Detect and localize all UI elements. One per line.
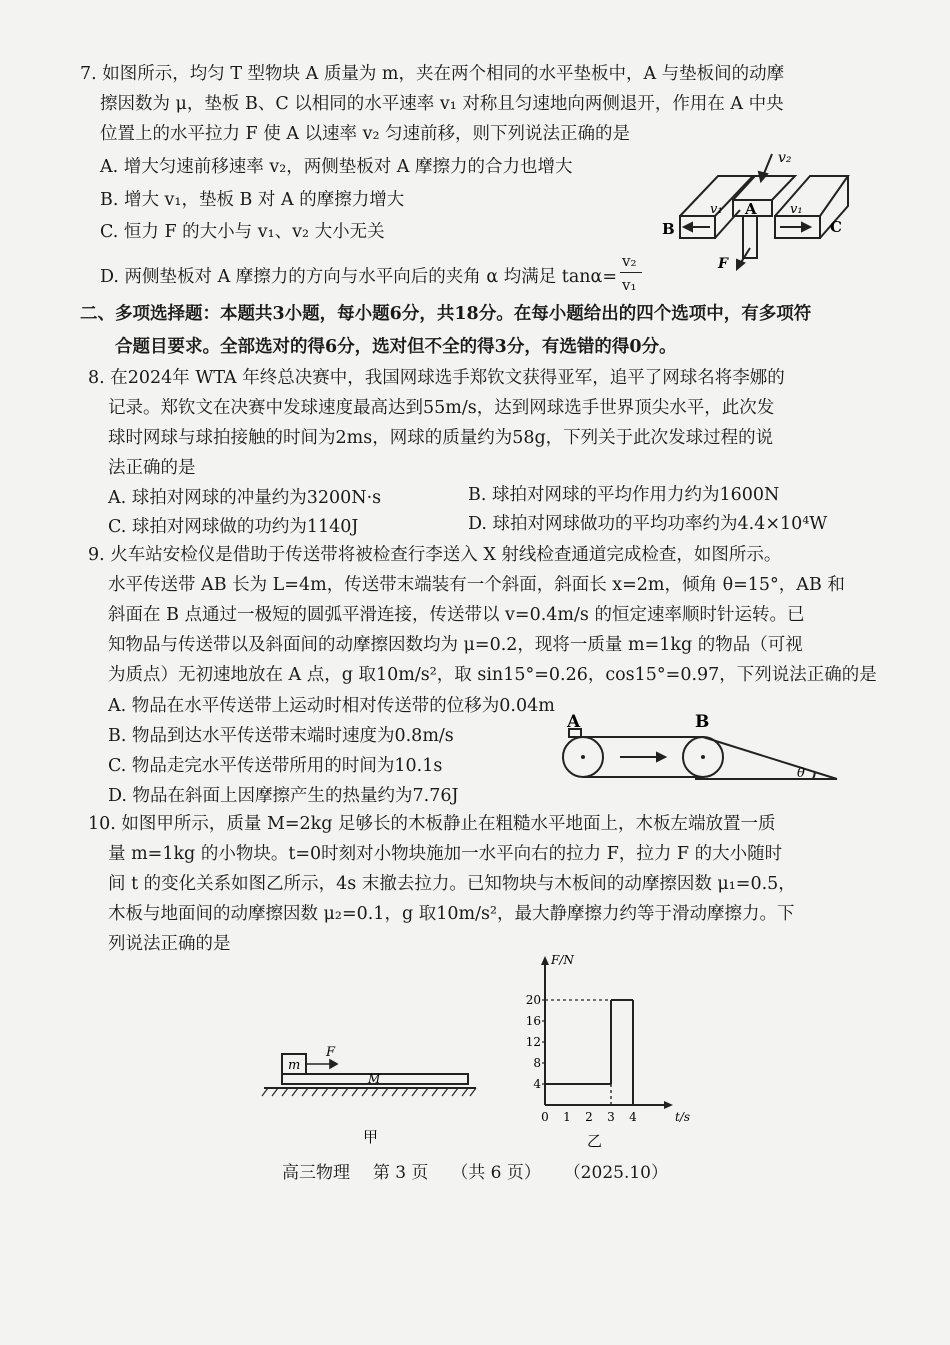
- q10-fig-caption-jia: 甲: [363, 1128, 379, 1146]
- q7-option-d: D. 两侧垫板对 A 摩擦力的方向与水平向后的夹角 α 均满足 tanα=: [100, 267, 618, 287]
- q10-line-1: 10. 如图甲所示，质量 M=2kg 足够长的木板静止在粗糙水平地面上，木板左端放置一质: [88, 814, 776, 834]
- q9-line-4: 知物品与传送带以及斜面间的动摩擦因数均为 μ=0.2，现将一质量 m=1kg 的物品（可视: [108, 635, 803, 655]
- q8-option-d: D. 球拍对网球做功的平均功率约为4.4×10⁴W: [468, 514, 828, 534]
- q10-figure-jia: [260, 1040, 480, 1150]
- chart-x-tick-label: 2: [585, 1110, 593, 1124]
- q8-option-c: C. 球拍对网球做的功约为1140J: [108, 517, 359, 537]
- chart-x-tick-label: 4: [629, 1110, 637, 1124]
- footer-date: （2025.10）: [563, 1163, 668, 1183]
- chart-x-label: t/s: [675, 1110, 691, 1124]
- chart-y-label: F/N: [551, 953, 574, 967]
- section2-header-line-2: 合题目要求。全部选对的得6分，选对但不全的得3分，有选错的得0分。: [115, 337, 677, 357]
- q10-ft-chart: [505, 950, 695, 1150]
- q9-line-5: 为质点）无初速地放在 A 点，g 取10m/s²，取 sin15°=0.26，cos15°=0.97，下列说法正确的是: [108, 665, 877, 685]
- q8-option-b: B. 球拍对网球的平均作用力约为1600N: [468, 485, 780, 505]
- q7-line-3: 位置上的水平拉力 F 使 A 以速率 v₂ 匀速前移，则下列说法正确的是: [100, 124, 631, 144]
- q7-fig-label-v1-right: v₁: [790, 202, 803, 217]
- q10-line-2: 量 m=1kg 的小物块。t=0时刻对小物块施加一水平向右的拉力 F，拉力 F 的大小随时: [108, 844, 783, 864]
- q8-line-4: 法正确的是: [108, 458, 196, 478]
- chart-guide-lines: [545, 1000, 633, 1105]
- q10-line-3: 间 t 的变化关系如图乙所示，4s 末撤去拉力。已知物块与木板间的动摩擦因数 μ₁=0.5，: [108, 874, 796, 894]
- q7-line-1: 7. 如图所示，均匀 T 型物块 A 质量为 m，夹在两个相同的水平垫板中，A 与垫板间的动摩: [80, 64, 785, 84]
- footer-page: 第 3 页: [372, 1163, 429, 1183]
- q7-option-d-numerator: v₂: [622, 252, 637, 270]
- q7-option-c: C. 恒力 F 的大小与 v₁、v₂ 大小无关: [100, 222, 385, 242]
- chart-y-tick-label: 12: [525, 1035, 541, 1049]
- q9-fig-label-theta: θ: [797, 766, 805, 781]
- q9-fig-label-a: A: [567, 712, 581, 732]
- q7-fig-label-v1-left: v₁: [710, 202, 723, 217]
- q9-option-b: B. 物品到达水平传送带末端时速度为0.8m/s: [108, 726, 454, 746]
- q9-conveyor-figure: [545, 712, 845, 787]
- q8-option-a: A. 球拍对网球的冲量约为3200N·s: [108, 488, 382, 508]
- chart-y-ticks: [526, 993, 545, 1091]
- q9-option-d: D. 物品在斜面上因摩擦产生的热量约为7.76J: [108, 786, 459, 806]
- q9-option-a: A. 物品在水平传送带上运动时相对传送带的位移为0.04m: [108, 696, 555, 716]
- q7-line-2: 擦因数为 μ，垫板 B、C 以相同的水平速率 v₁ 对称且匀速地向两侧退开，作用在 A 中央: [100, 94, 784, 114]
- q9-line-1: 9. 火车站安检仪是借助于传送带将被检查行李送入 X 射线检查通道完成检查，如图所示。: [88, 545, 782, 565]
- q9-line-2: 水平传送带 AB 长为 L=4m，传送带末端装有一个斜面，斜面长 x=2m，倾角 θ=15°，AB 和: [108, 575, 845, 595]
- q7-fig-label-c: C: [830, 218, 842, 236]
- q7-fig-label-b: B: [662, 220, 675, 238]
- q7-fig-label-f: F: [718, 256, 728, 272]
- q7-fig-label-v2: v₂: [778, 150, 792, 166]
- page-footer: [0, 1158, 950, 1183]
- q7-option-a: A. 增大匀速前移速率 v₂，两侧垫板对 A 摩擦力的合力也增大: [100, 157, 573, 177]
- q8-line-2: 记录。郑钦文在决赛中发球速度最高达到55m/s，达到网球选手世界顶尖水平，此次发: [108, 398, 775, 418]
- q9-line-3: 斜面在 B 点通过一极短的圆弧平滑连接，传送带以 v=0.4m/s 的恒定速率顺时针运转。已: [108, 605, 805, 625]
- chart-x-tick-label: 0: [541, 1110, 549, 1124]
- q10-fig-caption-yi: 乙: [587, 1132, 603, 1150]
- q10-line-4: 木板与地面间的动摩擦因数 μ₂=0.1，g 取10m/s²，最大静摩擦力约等于滑动摩擦力。下: [108, 904, 795, 924]
- q7-fraction-bar: [620, 272, 642, 273]
- section2-header-line-1: 二、多项选择题：本题共3小题，每小题6分，共18分。在每小题给出的四个选项中，有多项符: [80, 304, 812, 324]
- q10-fig-label-m: m: [288, 1058, 301, 1073]
- q9-fig-label-b: B: [695, 712, 710, 732]
- q10-fig-label-big-m: M: [368, 1072, 381, 1086]
- q7-figure: [660, 148, 850, 276]
- chart-y-tick-label: 20: [525, 993, 541, 1007]
- q8-line-1: 8. 在2024年 WTA 年终总决赛中，我国网球选手郑钦文获得亚军，追平了网球名将李娜的: [88, 368, 785, 388]
- footer-total: （共 6 页）: [451, 1163, 541, 1183]
- q10-fig-label-f: F: [326, 1045, 336, 1060]
- footer-subject: 高三物理: [282, 1163, 350, 1183]
- chart-y-axis-arrow: [541, 956, 549, 965]
- chart-x-tick-label: 1: [563, 1110, 571, 1124]
- q7-option-b: B. 增大 v₁，垫板 B 对 A 的摩擦力增大: [100, 190, 405, 210]
- q7-option-d-denominator: v₁: [622, 276, 637, 294]
- chart-y-tick-label: 16: [525, 1014, 541, 1028]
- chart-series: [545, 1000, 633, 1105]
- chart-y-tick-label: 8: [533, 1056, 541, 1070]
- q10-line-5: 列说法正确的是: [108, 934, 231, 954]
- q8-line-3: 球时网球与球拍接触的时间为2ms，网球的质量约为58g，下列关于此次发球过程的说: [108, 428, 774, 448]
- chart-x-tick-label: 3: [607, 1110, 615, 1124]
- q7-fig-label-a: A: [745, 200, 757, 218]
- chart-x-ticks: [541, 1110, 637, 1124]
- chart-x-axis-arrow: [664, 1101, 673, 1109]
- chart-y-tick-label: 4: [533, 1077, 541, 1091]
- q9-option-c: C. 物品走完水平传送带所用的时间为10.1s: [108, 756, 443, 776]
